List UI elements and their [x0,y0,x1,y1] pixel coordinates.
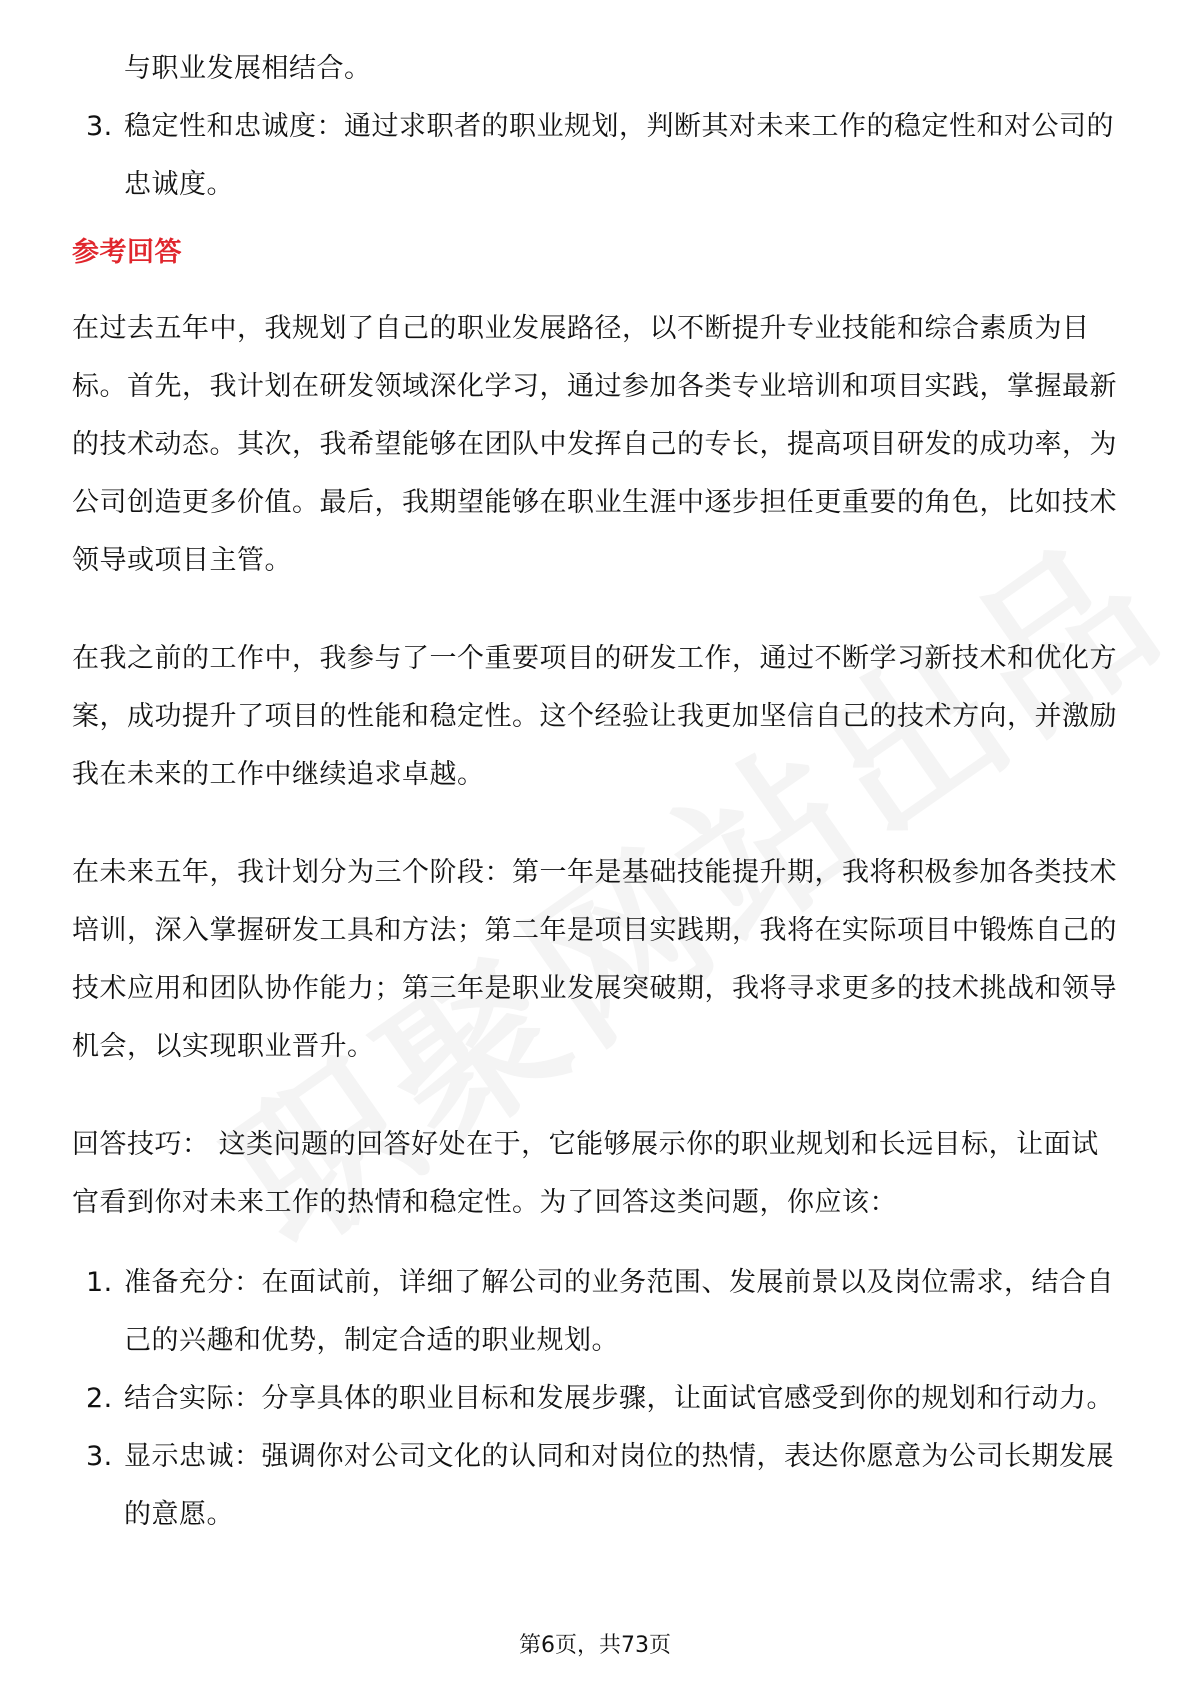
list-item-text: 准备充分：在面试前，详细了解公司的业务范围、发展前景以及岗位需求，结合自己的兴趣和优势，制定合适的职业规划。 [124,1267,1114,1356]
page-content [72,40,1122,1544]
list-item [72,1254,1122,1370]
list-item-number: 3. [86,111,113,142]
list-item-text: 结合实际：分享具体的职业目标和发展步骤，让面试官感受到你的规划和行动力。 [124,1383,1114,1414]
list-item-number: 3. [86,1441,113,1472]
list-item [72,1428,1122,1544]
list-item [72,98,1122,214]
list-item-number: 2. [86,1383,113,1414]
answer-paragraph: 在我之前的工作中，我参与了一个重要项目的研发工作，通过不断学习新技术和优化方案，成功提升了项目的性能和稳定性。这个经验让我更加坚信自己的技术方向，并激励我在未来的工作中继续追求卓越。 [72,643,1117,790]
answer-paragraph: 在过去五年中，我规划了自己的职业发展路径，以不断提升专业技能和综合素质为目标。首先，我计划在研发领域深化学习，通过参加各类专业培训和项目实践，掌握最新的技术动态。其次，我希望能够在团队中发挥自己的专长，提高项目研发的成功率，为公司创造更多价值。最后，我期望能够在职业生涯中逐步担任更重要的角色，比如技术领导或项目主管。 [72,313,1117,576]
section-heading: 参考回答 [72,237,182,268]
list-item-number: 1. [86,1267,113,1298]
tips-paragraph: 回答技巧： 这类问题的回答好处在于，它能够展示你的职业规划和长远目标，让面试官看到你对未来工作的热情和稳定性。为了回答这类问题，你应该： [72,1129,1099,1218]
page-footer: 第6页，共73页 [519,1633,671,1658]
list-item [72,1370,1122,1428]
list-item-text: 稳定性和忠诚度：通过求职者的职业规划，判断其对未来工作的稳定性和对公司的忠诚度。 [124,111,1114,200]
answer-paragraph: 在未来五年，我计划分为三个阶段：第一年是基础技能提升期，我将积极参加各类技术培训，深入掌握研发工具和方法；第二年是项目实践期，我将在实际项目中锻炼自己的技术应用和团队协作能力；第三年是职业发展突破期，我将寻求更多的技术挑战和领导机会，以实现职业晋升。 [72,857,1117,1062]
list-item-text: 显示忠诚：强调你对公司文化的认同和对岗位的热情，表达你愿意为公司长期发展的意愿。 [124,1441,1114,1530]
tips-list [72,1254,1122,1544]
top-list [72,98,1122,214]
list-continuation-text: 与职业发展相结合。 [124,53,372,84]
